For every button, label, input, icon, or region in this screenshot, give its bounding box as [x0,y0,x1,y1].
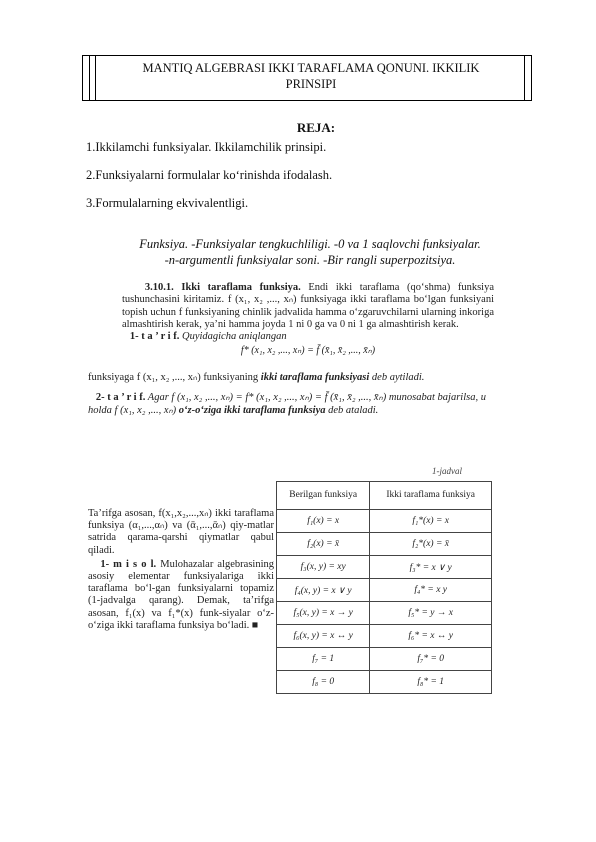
after-formula-paragraph [88,372,493,384]
table-row [277,602,492,625]
intro-paragraph [122,282,494,331]
definition-2 [88,392,493,417]
definition-2-label: 2- t a ’ r i f. [95,392,146,404]
page-title-line2: PRINSIPI [285,77,337,91]
table-row [277,533,492,556]
table-row [277,648,492,671]
table-row [277,625,492,648]
table-cell: f₅* = y → x [370,602,492,625]
table-header-row [277,482,492,510]
table-row [277,579,492,602]
table-cell: f₂(x) = x̄ [277,533,370,556]
definition-1-text: Quyidagicha aniqlangan [181,331,287,343]
section-title: Ikki taraflama funksiya. [181,282,301,293]
table-cell: f₇* = 0 [370,648,492,671]
section-number: 3.10.1. [144,282,174,293]
body-text [88,372,493,417]
title-box-border [95,56,96,100]
table-row [277,671,492,694]
table-cell: f₇ = 1 [277,648,370,671]
definition-2-bold: o‘z-o‘ziga ikki taraflama funksiya [178,404,326,416]
table-cell: f₅(x, y) = x → y [277,602,370,625]
table-header: Berilgan funksiya [277,482,370,510]
left-column [88,508,274,632]
table-cell: f₃* = x ∨ y [370,556,492,579]
table-row [277,556,492,579]
table-cell: f₄(x, y) = x ∨ y [277,579,370,602]
definition-2-end: deb ataladi. [328,404,379,416]
table-cell: f₄* = x y [370,579,492,602]
after-formula-bold: ikki taraflama funksiyasi [260,372,370,383]
table-row [277,510,492,533]
page-title-line1: MANTIQ ALGEBRASI IKKI TARAFLAMA QONUNI. IKKILIK [142,61,480,75]
title-box [82,55,532,101]
plan-heading: REJA: [296,120,336,135]
table-cell: f₁*(x) = x [370,510,492,533]
plan-item: 1.Ikkilamchi funksiyalar. Ikkilamchilik prinsipi. [86,140,327,154]
table-cell: f₈ = 0 [277,671,370,694]
formula-1: f* (x₁, x₂ ,..., xₙ) = f̄ (x̄₁, x̄₂ ,..., x̄ₙ) [240,345,376,357]
definition-2-text: Agar f (x₁, x₂ ,..., xₙ) = f* (x₁, x₂ ,..., xₙ) = f̄ (x̄₁, x̄₂ ,..., x̄ₙ) munosabat bajarilsa, u holda f (x₁, x₂ ,..., xₙ) [88,392,486,416]
topics-block [110,236,510,268]
definition-1-label: 1- t a ’ r i f. [129,331,180,343]
title-box-border [524,56,525,100]
plan-item: 2.Funksiyalarni formulalar ko‘rinishda ifodalash. [86,168,333,182]
table-header: Ikki taraflama funksiya [370,482,492,510]
intro-text: Endi ikki taraflama (qo‘shma) funksiya tushunchasini kiritamiz. f (x₁, x₂ ,..., xₙ) funksiyaga ikki taraflama bo‘lgan funksiyani topish uchun f funksiyaning chinlik jadvalida hamma o‘zgaruvchilarni ularning inkoriga almashtirish kerak, ya’ni hamma joyda 1 ni 0 ga va 0 ni 1 ga almashtirish kerak. [122,282,494,330]
definition-consequence: Ta’rifga asosan, f(x₁,x₂,...,xₙ) ikki taraflama funksiya (α₁,...,αₙ) va (ᾱ₁,...,ᾱₙ) qiy-matlar satrida qarama-qarshi qiymatlar qabul qiladi. [88,508,274,556]
example-paragraph [88,559,274,632]
topics-line: Funksiya. -Funksiyalar tengkuchliligi. -0 va 1 saqlovchi funksiyalar. [139,237,481,251]
page-title [103,60,519,92]
table-cell: f₈* = 1 [370,671,492,694]
example-label: 1- m i s o l. [100,558,157,570]
table-cell: f₁(x) = x [277,510,370,533]
table-cell: f₆* = x ↔ y [370,625,492,648]
table-cell: f₃(x, y) = xy [277,556,370,579]
plan-item: 3.Formulalarning ekvivalentligi. [86,196,249,210]
after-formula-end: deb aytiladi. [371,372,425,383]
table-cell: f₆(x, y) = x ↔ y [277,625,370,648]
table-label: 1-jadval [432,466,462,476]
table-cell: f₂*(x) = x̄ [370,533,492,556]
after-formula-text: funksiyaga f (x₁, x₂ ,..., xₙ) funksiyaning [88,372,259,383]
title-box-border [89,56,90,100]
definition-1 [122,331,494,343]
topics-line: -n-argumentli funksiyalar soni. -Bir rangli superpozitsiya. [164,253,456,267]
scanned-section [122,282,494,358]
duality-table [276,481,492,694]
example-text: Mulohazalar algebrasining asosiy elementar funksiyalariga ikki taraflama bo‘l-gan funksiyalarni topamiz (1-jadvalga qarang). Demak, ta’rifga asosan, f₁(x) va f₁*(x) funk-siyalar o‘z-o‘ziga ikki taraflama funksiya bo‘ladi. ■ [88,558,274,631]
